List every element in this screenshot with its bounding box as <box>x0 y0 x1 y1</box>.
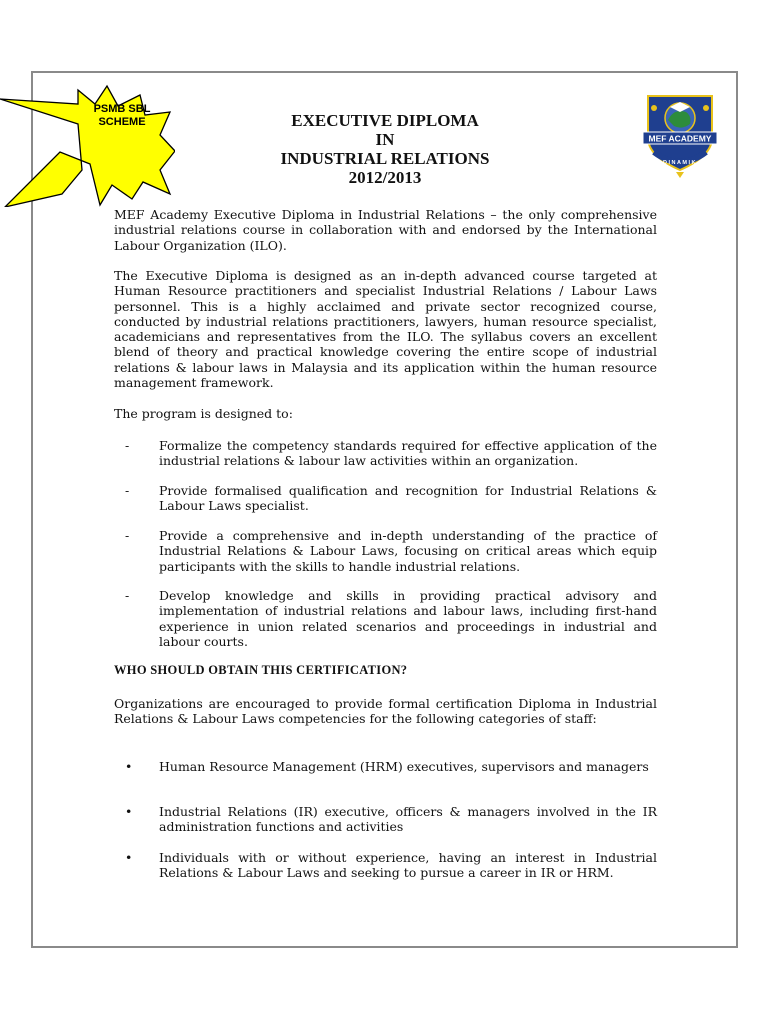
bullet-item-text: Individuals with or without experience, having an interest in Industrial Relations & Labour Laws and seeking to pursue a career in IR or HRM. <box>159 850 657 881</box>
paragraph-description: The Executive Diploma is designed as an in-depth advanced course targeted at Human Resource practitioners and specialist Industrial Relations / Labour Laws personnel. This is a highly acclaimed and private sector recognized course, conducted by industrial relations practitioners, lawyers, human resource specialist, academicians and representatives from the ILO. The syllabus covers an excellent blend of theory and practical knowledge covering the entire scope of industrial relations & labour laws in Malaysia and its application within the human resource management framework. <box>114 268 657 391</box>
bullet-item <box>114 850 657 881</box>
dash-item <box>114 483 657 514</box>
paragraph-program: The program is designed to: <box>114 406 293 421</box>
dash-item <box>114 528 657 574</box>
starburst-badge <box>0 82 175 207</box>
dash-item-text: Provide a comprehensive and in-depth understanding of the practice of Industrial Relations & Labour Laws, focusing on critical areas which equip participants with the skills to handle industrial relations. <box>159 528 657 574</box>
bullet-marker: • <box>125 850 133 865</box>
dash-item <box>114 438 657 469</box>
bullet-item <box>114 804 657 835</box>
title-line-4: 2012/2013 <box>348 168 422 187</box>
dash-item-text: Provide formalised qualification and recognition for Industrial Relations & Labour Laws specialist. <box>159 483 657 514</box>
bullet-item-text: Industrial Relations (IR) executive, officers & managers involved in the IR administration functions and activities <box>159 804 657 835</box>
dash-item-text: Develop knowledge and skills in providing practical advisory and implementation of industrial relations and labour laws, including first-hand experience in union related scenarios and proceedings in industrial and labour courts. <box>159 588 657 649</box>
title-line-2: IN <box>375 130 395 149</box>
dash-marker: - <box>125 483 130 498</box>
dash-marker: - <box>125 438 130 453</box>
logo-motto: DINAMIK <box>662 160 698 166</box>
dash-marker: - <box>125 528 130 543</box>
paragraph-section-intro: Organizations are encouraged to provide formal certification Diploma in Industrial Relations & Labour Laws competencies for the following categories of staff: <box>114 696 657 727</box>
logo-label: MEF ACADEMY <box>648 133 712 144</box>
title-line-1: EXECUTIVE DIPLOMA <box>291 111 479 130</box>
bullet-item <box>114 759 657 774</box>
badge-line-1: PSMB SBL <box>93 103 151 115</box>
bullet-item-text: Human Resource Management (HRM) executives, supervisors and managers <box>159 759 649 774</box>
bullet-marker: • <box>125 804 133 819</box>
title-line-3: INDUSTRIAL RELATIONS <box>280 149 490 168</box>
page-title <box>230 111 540 187</box>
section-heading: WHO SHOULD OBTAIN THIS CERTIFICATION? <box>114 663 408 677</box>
mef-academy-logo <box>640 90 720 180</box>
dash-item-text: Formalize the competency standards required for effective application of the industrial relations & labour law activities within an organization. <box>159 438 657 469</box>
badge-label <box>76 103 168 129</box>
dash-marker: - <box>125 588 130 603</box>
paragraph-intro: MEF Academy Executive Diploma in Industrial Relations – the only comprehensive industrial relations course in collaboration with and endorsed by the International Labour Organization (ILO). <box>114 207 657 253</box>
bullet-marker: • <box>125 759 133 774</box>
dash-item <box>114 588 657 649</box>
badge-line-2: SCHEME <box>98 116 146 128</box>
